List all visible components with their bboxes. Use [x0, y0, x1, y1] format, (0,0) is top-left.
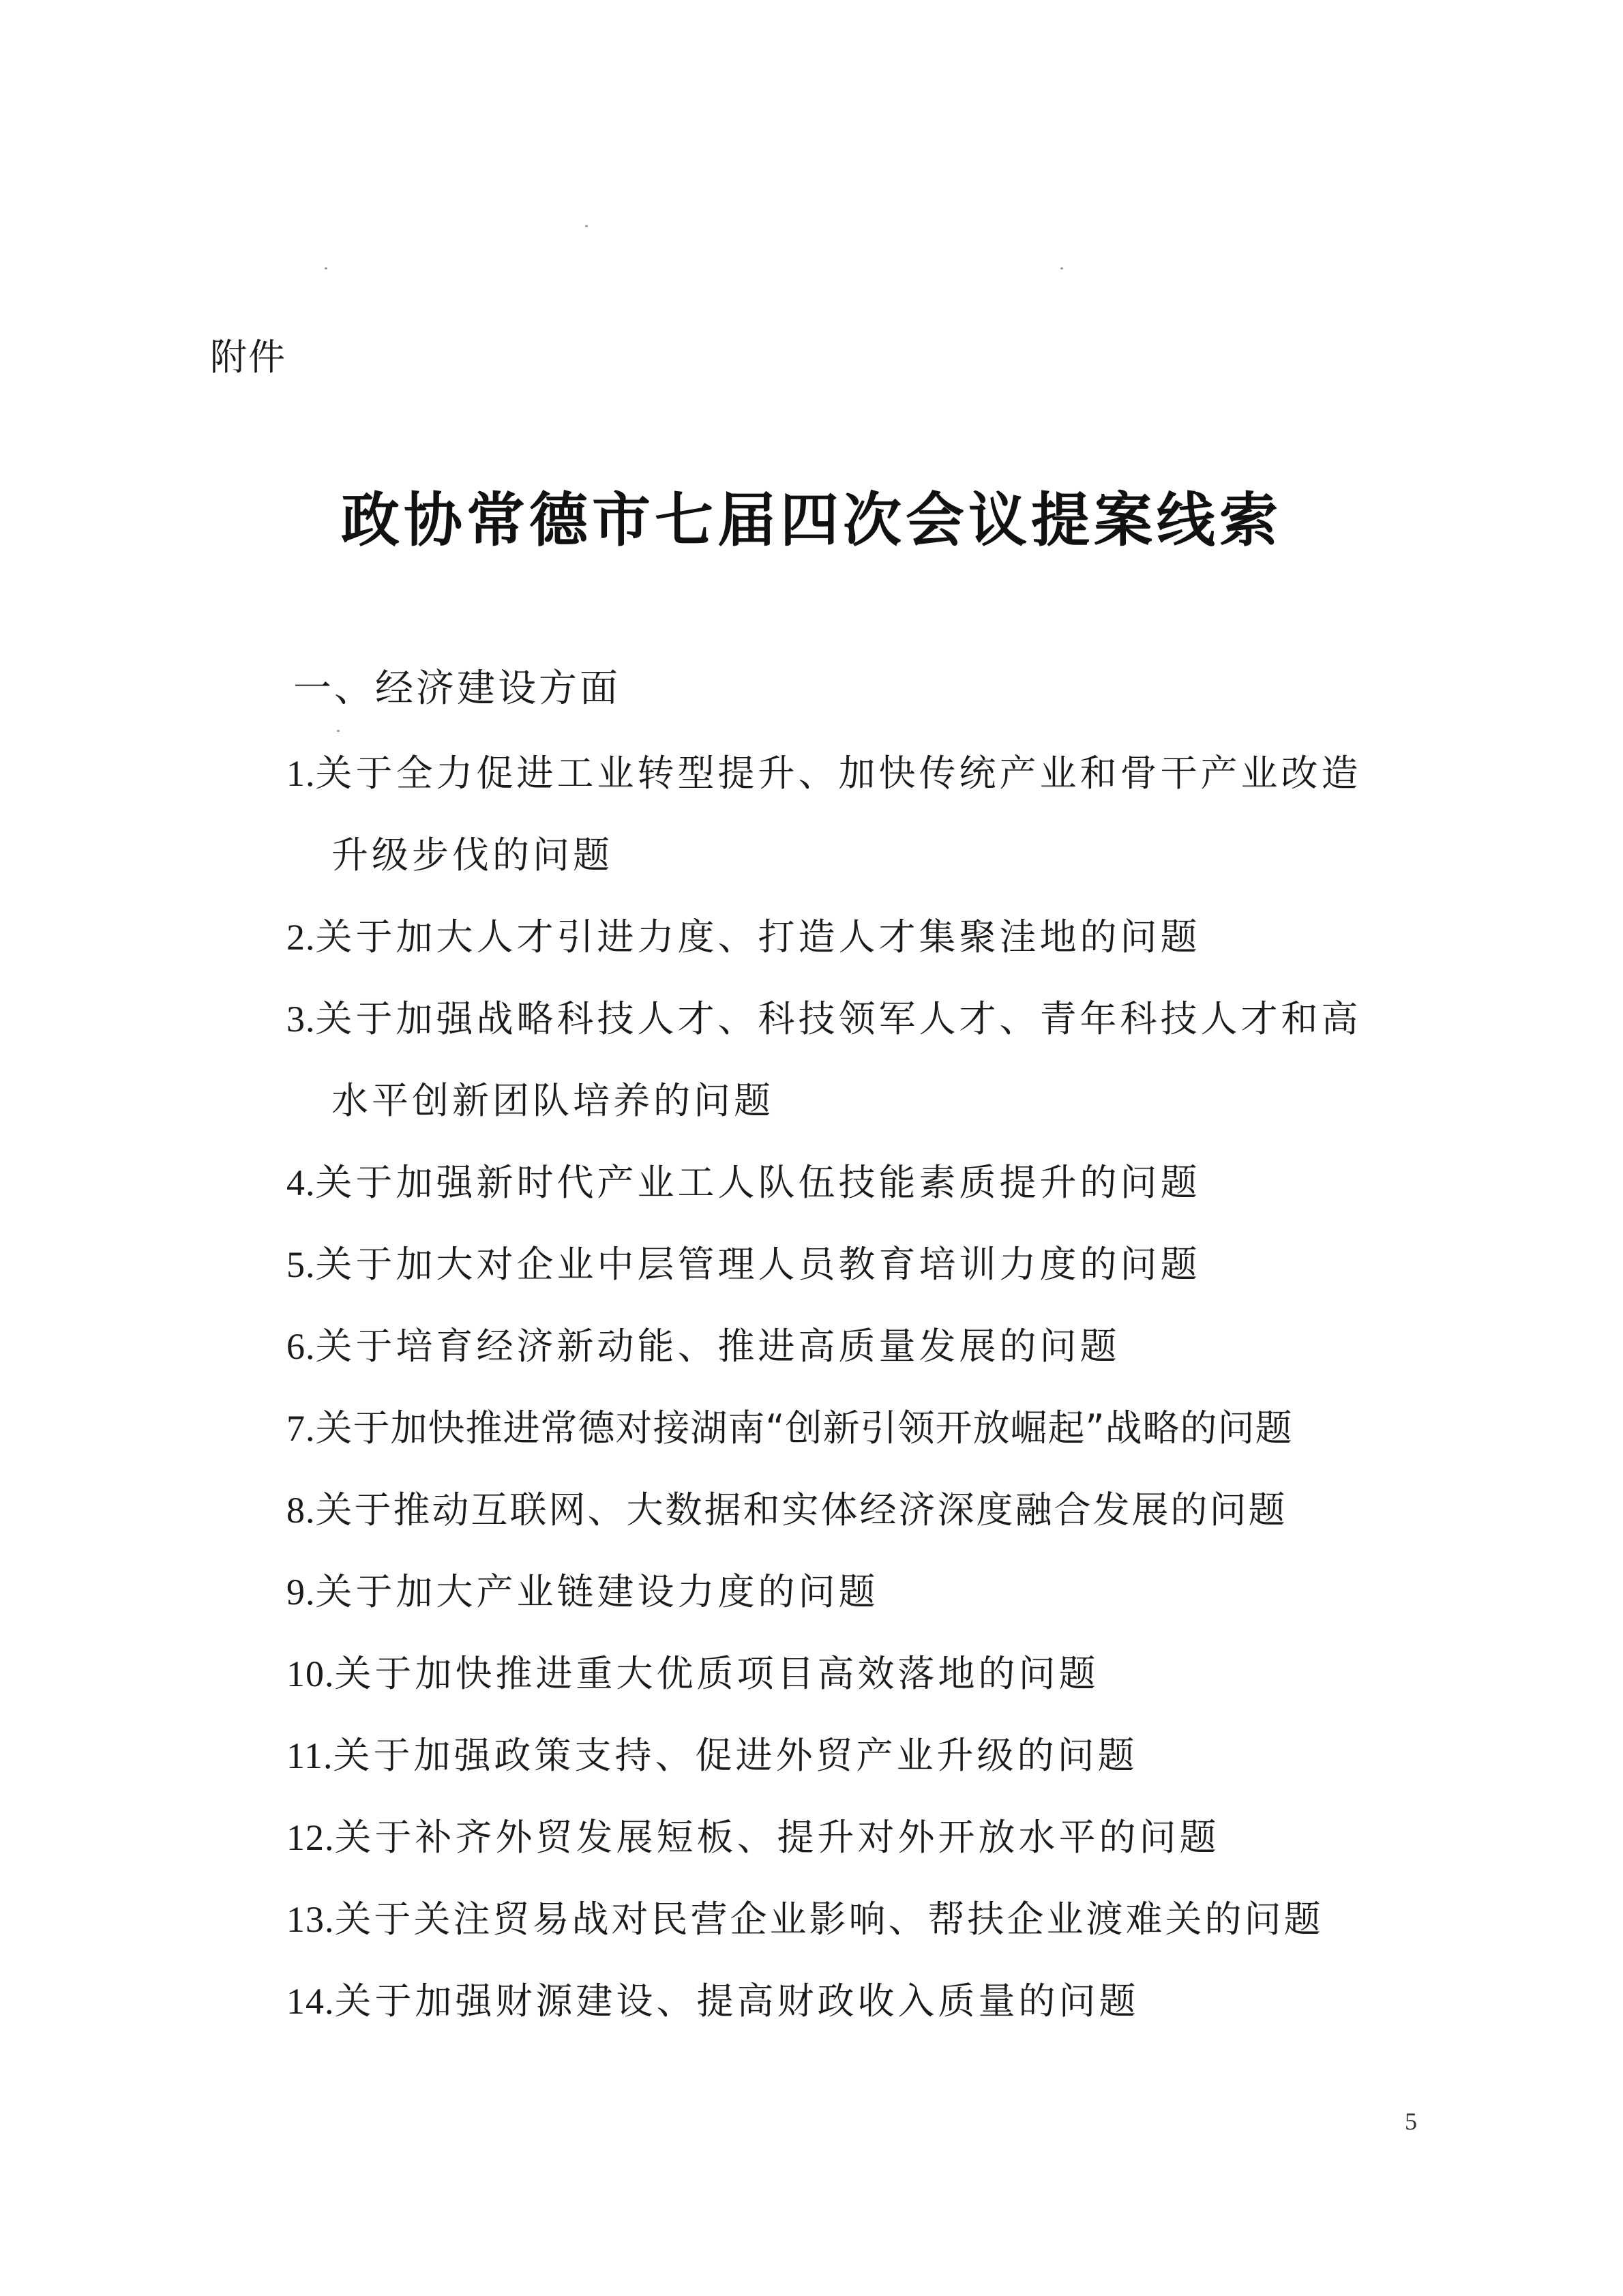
item-text: 关于加快推进重大优质项目高效落地的问题 [334, 1652, 1099, 1695]
item-number: 6. [286, 1326, 316, 1367]
item-text: 关于推动互联网、大数据和实体经济深度融合发展的问题 [315, 1488, 1287, 1531]
item-text-continuation: 升级步伐的问题 [331, 834, 613, 877]
item-number: 10. [286, 1653, 335, 1694]
list-item [286, 1731, 1432, 1780]
item-text: 关于加大人才引进力度、打造人才集聚洼地的问题 [315, 915, 1201, 958]
scan-speck [325, 267, 327, 269]
item-text: 关于加强新时代产业工人队伍技能素质提升的问题 [315, 1161, 1201, 1204]
item-number: 11. [286, 1735, 333, 1776]
item-text: 关于加强财源建设、提高财政收入质量的问题 [334, 1979, 1140, 2022]
page-number: 5 [1405, 2108, 1417, 2135]
list-item [286, 1240, 1432, 1289]
list-item [286, 995, 1432, 1125]
item-number: 1. [286, 753, 316, 794]
item-number: 7. [286, 1408, 316, 1449]
item-text: 关于补齐外贸发展短板、提升对外开放水平的问题 [334, 1816, 1220, 1859]
item-number: 14. [286, 1981, 335, 2022]
item-text-continuation: 水平创新团队培养的问题 [331, 1079, 774, 1122]
list-item [286, 1977, 1432, 2026]
list-item [286, 1158, 1432, 1207]
list-item [286, 1568, 1432, 1617]
item-number: 13. [286, 1899, 335, 1940]
list-item [286, 1322, 1432, 1371]
item-text: 关于加大对企业中层管理人员教育培训力度的问题 [315, 1243, 1201, 1286]
item-number: 5. [286, 1244, 316, 1285]
item-text: 关于培育经济新动能、推进高质量发展的问题 [315, 1325, 1120, 1368]
scan-speck [585, 225, 588, 227]
item-number: 8. [286, 1490, 316, 1531]
item-number: 4. [286, 1162, 316, 1203]
item-text: 关于加快推进常德对接湖南“创新引领开放崛起”战略的问题 [315, 1407, 1293, 1449]
item-text: 关于加大产业链建设力度的问题 [315, 1570, 879, 1613]
item-number: 12. [286, 1817, 335, 1858]
list-item [286, 913, 1432, 962]
list-item [286, 749, 1432, 880]
list-item [286, 1404, 1432, 1453]
item-text: 关于全力促进工业转型提升、加快传统产业和骨干产业改造 [315, 752, 1362, 795]
item-text: 关于加强政策支持、促进外贸产业升级的问题 [333, 1734, 1138, 1777]
scan-speck [337, 730, 340, 732]
attachment-label: 附件 [210, 336, 286, 379]
document-title: 政协常德市七届四次会议提案线索 [341, 486, 1282, 555]
item-text: 关于加强战略科技人才、科技领军人才、青年科技人才和高 [315, 997, 1362, 1040]
list-item [286, 1813, 1432, 1862]
item-number: 3. [286, 999, 316, 1040]
item-number: 2. [286, 917, 316, 958]
item-text: 关于关注贸易战对民营企业影响、帮扶企业渡难关的问题 [334, 1898, 1324, 1941]
list-item [286, 1649, 1432, 1698]
item-number: 9. [286, 1572, 316, 1613]
list-item [286, 1486, 1432, 1535]
scan-speck [1060, 267, 1063, 269]
section-heading: 一、经济建设方面 [293, 666, 621, 711]
list-item [286, 1895, 1432, 1944]
